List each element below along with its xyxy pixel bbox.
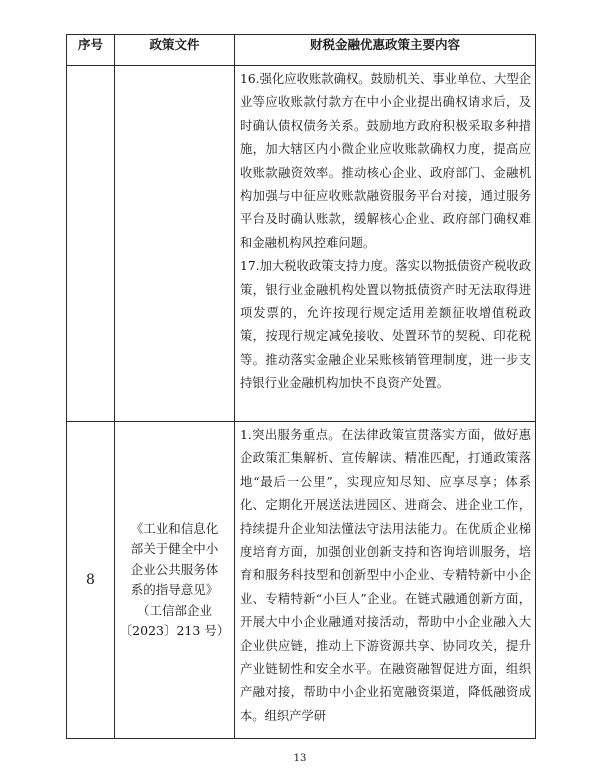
doc-name-line: 《工业和信息化 (130, 520, 219, 536)
row-content-cell (235, 422, 536, 739)
table-row (67, 66, 536, 422)
row-content-cell (235, 66, 536, 422)
row-doc-cell (115, 66, 235, 422)
doc-name-line: 企业公共服务体 (130, 561, 219, 577)
row-seq-cell: 8 (67, 422, 115, 739)
header-seq: 序号 (67, 35, 115, 66)
policy-table (66, 34, 536, 739)
doc-name-line: 系的指导意见》 (130, 582, 219, 597)
row-seq-cell (67, 66, 115, 422)
content-paragraph: 17.加大税收政策支持力度。落实以物抵债资产税收政策，银行业金融机构处置以物抵债资产时无法取得进项发票的，允许按现行规定适用差额征收增值税政策，按现行规定减免接收、处置环节的契税、印花税等。推动落实金融企业呆账核销管理制度，进一步支持银行业金融机构加快不良资产处置。 (240, 259, 531, 391)
page-number: 13 (293, 753, 307, 764)
header-policy-doc: 政策文件 (115, 35, 235, 66)
doc-name-line: （工信部企业 (136, 602, 212, 618)
content-paragraph: 16.强化应收账款确权。鼓励机关、事业单位、大型企业等应收账款付款方在中小企业提出确权请求后，及时确认债权债务关系。鼓励地方政府积极采取多种措施，加大辖区内小微企业应收账款确权力度，提高应收账款融资效率。推动核心企业、政府部门、金融机构加强与中征应收账款融资服务平台对接，通过服务平台及时确认账款，缓解核心企业、政府部门确权难和金融机构风控难问题。 (240, 72, 531, 250)
table-row (67, 422, 536, 739)
content-paragraph: 1.突出服务重点。在法律政策宣贯落实方面，做好惠企政策汇集解析、宣传解读、精准匹配，打通政策落地“最后一公里”，实现应知尽知、应享尽享；体系化、定期化开展送法进园区、进商会、进企业工作，持续提升企业知法懂法守法用法能力。在优质企业梯度培育方面，加强创业创新支持和咨询培训服务，培育和服务科技型和创新型中小企业、专精特新中小企业、专精特新“小巨人”企业。在链式融通创新方面，开展大中小企业融通对接活动，帮助中小企业融入大企业供应链，推动上下游资源共享、协同攻关，提升产业链韧性和安全水平。在融资融智促进方面，组织产融对接，帮助中小企业拓宽融资渠道，降低融资成本。组织产学研 (240, 428, 531, 723)
row-doc-cell (115, 422, 235, 739)
doc-name-line: 部关于健全中小 (130, 541, 219, 556)
doc-name-line: 〔2023〕213 号） (119, 623, 230, 638)
table-header-row (67, 35, 536, 66)
header-content: 财税金融优惠政策主要内容 (235, 35, 536, 66)
